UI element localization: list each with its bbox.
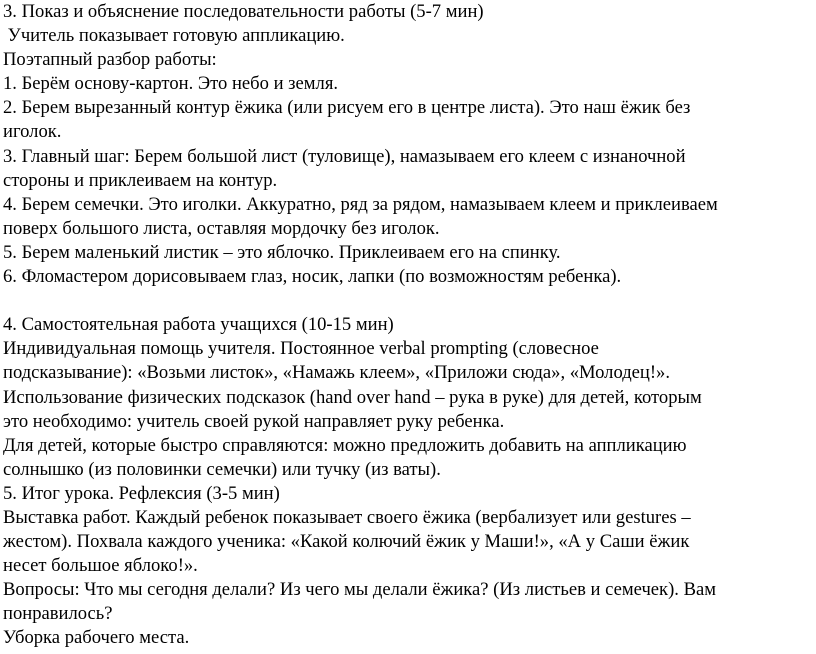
step-2-line-2: иголок. xyxy=(3,121,62,143)
section-4-line-2: подсказывание): «Возьми листок», «Намажь клеем», «Приложи сюда», «Молодец!». xyxy=(3,362,671,384)
step-4-line-2: поверх большого листа, оставляя мордочку без иголок. xyxy=(3,217,440,239)
section-4-line-6: солнышко (из половинки семечки) или тучку (из ваты). xyxy=(3,458,441,480)
section-4-heading: 4. Самостоятельная работа учащихся (10-15 мин) xyxy=(3,314,394,336)
section-5-line-5: понравилось? xyxy=(3,603,113,625)
section-4-line-3: Использование физических подсказок (hand over hand – рука в руке) для детей, которым xyxy=(3,386,702,408)
document-body xyxy=(3,0,811,651)
section-4-line-4: это необходимо: учитель своей рукой направляет руку ребенка. xyxy=(3,410,505,432)
step-6-line-1: 6. Фломастером дорисовываем глаз, носик, лапки (по возможностям ребенка). xyxy=(3,266,622,288)
section-5-line-6: Уборка рабочего места. xyxy=(3,627,190,649)
step-5-line-1: 5. Берем маленький листик – это яблочко. Приклеиваем его на спинку. xyxy=(3,241,561,263)
step-3-line-2: стороны и приклеиваем на контур. xyxy=(3,169,278,191)
section-3-intro: Учитель показывает готовую аппликацию. xyxy=(3,25,345,47)
step-4-line-1: 4. Берем семечки. Это иголки. Аккуратно, ряд за рядом, намазываем клеем и приклеиваем xyxy=(3,193,718,215)
section-4-line-5: Для детей, которые быстро справляются: можно предложить добавить на аппликацию xyxy=(3,434,687,456)
section-5-line-4: Вопросы: Что мы сегодня делали? Из чего мы делали ёжика? (Из листьев и семечек). Вам xyxy=(3,579,716,601)
section-5-line-1: Выставка работ. Каждый ребенок показывает своего ёжика (вербализует или gestures – xyxy=(3,506,691,528)
section-3-breakdown-title: Поэтапный разбор работы: xyxy=(3,49,217,71)
section-5-line-3: несет большое яблоко!». xyxy=(3,555,198,577)
section-5-heading: 5. Итог урока. Рефлексия (3-5 мин) xyxy=(3,482,280,504)
section-4-line-1: Индивидуальная помощь учителя. Постоянное verbal prompting (словесное xyxy=(3,338,599,360)
step-2-line-1: 2. Берем вырезанный контур ёжика (или рисуем его в центре листа). Это наш ёжик без xyxy=(3,97,691,119)
section-3-heading: 3. Показ и объяснение последовательности работы (5-7 мин) xyxy=(3,1,484,22)
paragraph-spacer xyxy=(3,289,811,313)
step-1-line-1: 1. Берём основу-картон. Это небо и земля. xyxy=(3,73,339,95)
step-3-line-1: 3. Главный шаг: Берем большой лист (туловище), намазываем его клеем с изнаночной xyxy=(3,145,686,167)
section-5-line-2: жестом). Похвала каждого ученика: «Какой колючий ёжик у Маши!», «А у Саши ёжик xyxy=(3,531,690,553)
